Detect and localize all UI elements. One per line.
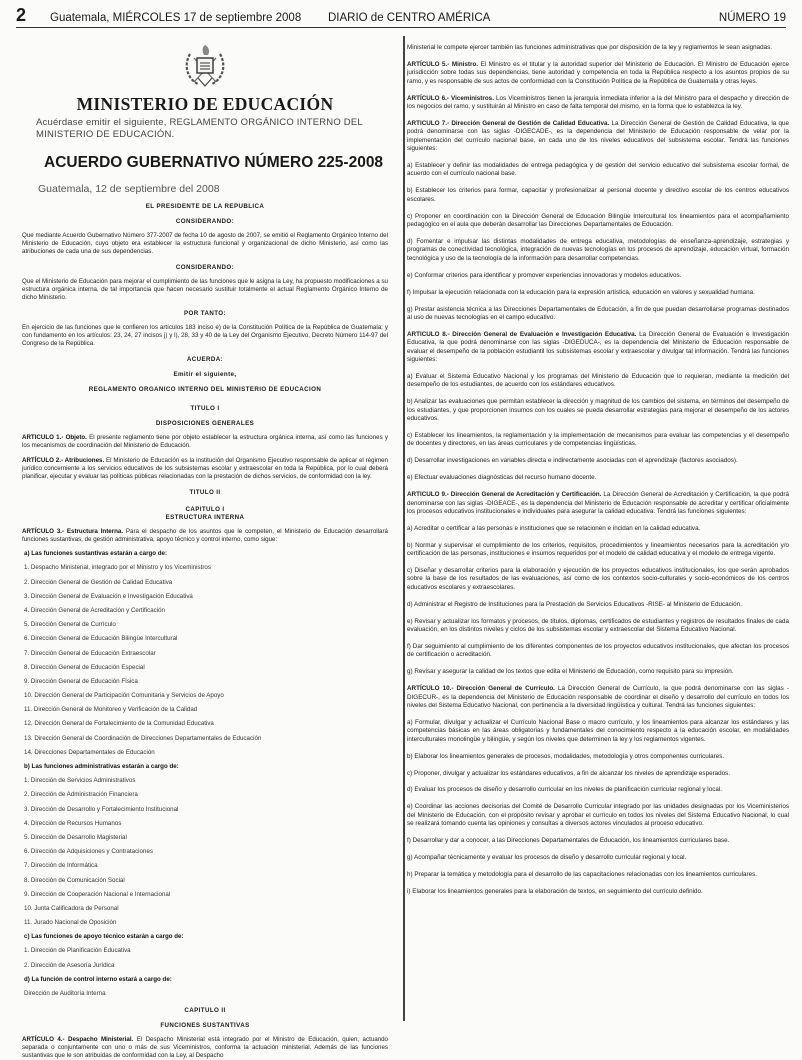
article-2 [22, 457, 388, 481]
article-1-head: ARTICULO 1.- Objeto. [22, 434, 87, 441]
apoyo-label: c) Las funciones de apoyo técnico estarán a cargo de: [24, 933, 184, 941]
list-item: 5. Dirección General de Currículo [24, 621, 116, 629]
list-item: 14. Direcciones Departamentales de Educación [24, 748, 155, 756]
article-3-body: Para el despacho de los asuntos que le competen, el Ministerio de Educación desarrollará funciones sustantivas, de gestión administrativa, apoyo técnico y control interno, como sigue: [22, 528, 388, 543]
page-number: 2 [16, 5, 27, 25]
list-item: 8. Dirección de Comunicación Social [24, 876, 125, 884]
control-label: d) La función de control interno estará a cargo de: [24, 975, 172, 983]
article-9 [407, 491, 789, 516]
list-item: 9. Dirección de Cooperación Nacional e Internacional [24, 890, 171, 898]
right-column [407, 34, 789, 896]
column-divider [403, 36, 405, 1021]
list-item: 6. Dirección de Adquisiciones y Contrataciones [24, 848, 153, 856]
list-item: c) Establecer los lineamientos, la reglamentación y la implementación de mecanismos para evaluar las competencias y el desempeño de docentes y directores, en las áreas curriculares y de competencias lingüísticas. [407, 432, 789, 448]
list-item: d) Fomentar e impulsar las distintas modalidades de entrega educativa, metodologías de enseñanza-aprendizaje, estrategias y programas de conectividad tecnológica, integración de nuevas tecnologías en los procesos de aprendizaje, educación virtual, formación tecnológica y uso de la tecnología de la información para desarrollar competencias. [407, 238, 789, 262]
list-item: d) Evaluar los procesos de diseño y desarrollo curricular en los niveles de planificación curricular regional y local. [407, 786, 722, 794]
list-item: 4. Dirección de Recursos Humanos [24, 819, 122, 827]
list-item: d) Desarrollar investigaciones en variables directa e indirectamente asociadas con el aprendizaje (factores asociados). [407, 457, 738, 465]
article-4 [22, 1036, 388, 1060]
article-3 [22, 528, 388, 544]
list-item: 3. Dirección de Desarrollo y Fortalecimiento Institucional [24, 805, 179, 813]
article-10 [407, 685, 789, 710]
publication-date: Guatemala, MIÉRCOLES 17 de septiembre 2008 [50, 12, 302, 24]
list-item: 13. Dirección General de Coordinación de Direcciones Departamentales de Educación [24, 734, 262, 742]
article-2-body: El Ministerio de Educación es la institución del Organismo Ejecutivo responsable de aplicar el régimen jurídico concerniente a los servicios educativos de los subsistemas escolar y extraescolar en toda la República, por lo cual deberá planificar, ejecutar y evaluar las políticas públicas relacionadas con la prestación de dichos servicios, de conformidad con la ley. [22, 457, 388, 480]
considerando-heading-1: CONSIDERANDO: [175, 218, 235, 225]
article-6-head: ARTÍCULO 6.- Viceministros. [407, 94, 494, 102]
list-item: 8. Dirección General de Educación Especial [24, 663, 145, 671]
emitir-text: Emitir el siguiente, [173, 371, 237, 378]
list-item: b) Elaborar los lineamientos generales de procesos, modalidades, metodología y otros componentes curriculares. [407, 752, 725, 760]
newspaper-name: DIARIO de CENTRO AMÉRICA [328, 12, 491, 24]
acuerdo-date: Guatemala, 12 de septiembre del 2008 [38, 183, 220, 195]
list-item: e) Coordinar las acciones decisorias del Comité de Desarrollo Curricular integrado por las unidades designadas por los Viceministerios del Ministerio de Educación, con el propósito revisar y aprobar el currículo en todos los niveles del Sistema Educativo Nacional, lo cual se realizará tomando cuenta las opiniones y consultas a diversos actores vinculados al proceso educativo. [407, 803, 789, 828]
article-4-body: El Despacho Ministerial está integrado por el Ministro de Educación, quien, actuando separada o conjuntamente con uno o más de sus Viceministros, conforma la actuación ministerial. Además de las funciones sustantivas que le son atribuidas de conformidad con la Ley, al Despacho [22, 1036, 388, 1059]
article-1-body: El presente reglamento tiene por objeto establecer la estructura orgánica interna, así como las funciones y los mecanismos de coordinación del Ministerio de Educación. [22, 434, 388, 449]
article-6-body: Los Viceministros tienen la jerarquía inmediata inferior a la del Ministro para el despacho y dirección de los negocios del ramo, y sustituirán al Ministro en caso de falta temporal del mismo, en la forma que lo establezca la ley. [407, 94, 790, 111]
list-item: 2. Dirección General de Gestión de Calidad Educativa [24, 578, 173, 586]
list-item: 2. Dirección de Administración Financiera [24, 791, 138, 799]
issue-number: NÚMERO 19 [718, 12, 786, 24]
article-8-body: La Dirección General de Evaluación e Investigación Educativa, la que podrá denominarse con las siglas -DIGEDUCA-, es la dependencia del Ministerio de Educación responsable de evaluar el desempeño de la población estudiantil los subsistemas escolar y extraescolar y divulgar tal información. Tendrá las funciones siguientes: [407, 330, 790, 364]
list-item: d) Administrar el Registro de Instituciones para la Prestación de Servicios Educativos -RISE- al Ministerio de Educación. [407, 600, 742, 608]
list-item: 3. Dirección General de Evaluación e Investigación Educativa [24, 592, 193, 600]
list-item: a) Establecer y definir las modalidades de entrega pedagógica y de gestión del servicio educativo del subsistema escolar formal, de acuerdo con el currículo nacional base. [407, 162, 789, 178]
titulo-1-heading: DISPOSICIONES GENERALES [155, 420, 255, 427]
list-item: e) Efectuar evaluaciones diagnósticas del recurso humano docente. [407, 474, 597, 482]
article-6 [407, 95, 789, 112]
list-item: 1. Dirección de Servicios Administrativos [24, 777, 136, 785]
coat-of-arms-icon [180, 40, 230, 90]
list-item: 12. Dirección General de Fortalecimiento de la Comunidad Educativa [24, 720, 214, 728]
list-item: f) Desarrollar y dar a conocer, a las Direcciones Departamentales de Educación, los lineamientos curriculares base. [407, 837, 730, 845]
list-item: h) Preparar la temática y metodología para el desarrollo de las capacitaciones relacionadas con los lineamientos curriculares. [407, 870, 758, 878]
sustantivas-label: a) Las funciones sustantivas estarán a cargo de: [24, 550, 168, 558]
list-item: 10. Dirección General de Participación Comunitaria y Servicios de Apoyo [24, 692, 224, 700]
considerando-heading-2: CONSIDERANDO: [175, 264, 235, 271]
list-item: a) Formular, divulgar y actualizar el Currículo Nacional Base o macro currículo, y los lineamientos para alcanzar los estándares y las competencias básicas en las áreas obligatorias y fundamentales del conocimiento respecto a la educación escolar, en modalidades interculturales monolingüe y bilingüe, y según los niveles que determinen la ley y los reglamentos vigentes. [407, 718, 789, 743]
list-item: 11. Jurado Nacional de Oposición [24, 919, 117, 927]
list-item: 5. Dirección de Desarrollo Magisterial [24, 833, 127, 841]
ministry-subtitle: Acuérdase emitir el siguiente, REGLAMENTO ORGÁNICO INTERNO DEL MINISTERIO DE EDUCACIÓN. [36, 117, 363, 140]
list-item: 9. Dirección General de Educación Física [24, 677, 138, 685]
list-item: c) Diseñar y desarrollar criterios para la elaboración y ejecución de los proyectos educativos institucionales, los que serán aprobados sobre la base de los resultados de las evaluaciones, así como de los contextos socio-culturales y socio-económicos de los centros educativos escolares y extraescolares. [407, 567, 789, 591]
list-item: 1. Despacho Ministerial, integrado por el Ministro y los Viceministros [24, 564, 211, 572]
capitulo-1-heading: ESTRUCTURA INTERNA [165, 514, 245, 521]
article-5 [407, 61, 789, 86]
titulo-2-label: TITULO II [189, 489, 221, 496]
list-item: f) Impulsar la ejecución relacionada con la educación para la expresión artística, educación en valores y sexualidad humana. [407, 288, 755, 296]
article-7 [407, 120, 789, 154]
list-item: g) Prestar asistencia técnica a las Direcciones Departamentales de Educación, a fin de que puedan desarrollarse programas destinados al uso de nuevas tecnologías en el campo educativo. [407, 305, 789, 321]
acuerdo-title: ACUERDO GUBERNATIVO NÚMERO 225-2008 [44, 154, 384, 171]
article-10-body: La Dirección General de Currículo, la que podrá denominarse con las siglas -DIGECUR-, es la dependencia del Ministerio de Educación responsable de coordinar el diseño y desarrollo del currículo en todos los niveles del Sistema Educativo Nacional, con pertinencia a la diversidad lingüística y cultural. Tendrá las funciones siguientes: [407, 685, 789, 710]
article-10-head: ARTÍCULO 10.- Dirección General de Currículo. [407, 685, 555, 693]
article-4-head: ARTÍCULO 4.- Despacho Ministerial. [22, 1036, 134, 1043]
article-4-continued: Ministerial le compete ejercer también las funciones administrativas que por disposición de la ley y reglamentos le sean asignadas. [407, 44, 773, 51]
list-item: e) Conformar criterios para identificar y promover experiencias innovadoras y modelos educativos. [407, 271, 682, 279]
list-item: g) Acompañar técnicamente y evaluar los procesos de diseño y desarrollo curricular regional y local. [407, 854, 687, 861]
administrativas-label: b) Las funciones administrativas estarán a cargo de: [24, 763, 179, 770]
acuerda-heading: ACUERDA: [186, 356, 224, 363]
article-9-head: ARTICULO 9.- Dirección General de Acreditación y Certificación. [407, 491, 602, 499]
list-item: a) Acreditar o certificar a las personas e instituciones que se relacionen e incidan en la calidad educativa. [407, 524, 701, 532]
article-7-head: ARTICULO 7.- Dirección General de Gestión de Calidad Educativa. [407, 119, 610, 127]
list-item: b) Establecer los criterios para formar, capacitar y profesionalizar al personal docente y directivo escolar de los centros educativos escolares. [407, 187, 789, 203]
capitulo-1-label: CAPITULO I [185, 506, 225, 513]
article-9-body: La Dirección General de Acreditación y Certificación, la que podrá denominarse con las siglas -DIGEACE-, es la dependencia del Ministerio de Educación responsable de acreditar y certificar oficialmente los procesos educativos institucionales e individuales para asegurar la calidad educativa. Tendrá las funciones siguientes: [407, 491, 790, 515]
list-item: 7. Dirección de Informática [24, 862, 98, 870]
masthead [16, 6, 786, 28]
list-item: 4. Dirección General de Acreditación y Certificación [24, 606, 166, 614]
considerando-1: Que mediante Acuerdo Gubernativo Número 377-2007 de fecha 10 de agosto de 2007, se emitió el Reglamento Orgánico Interno del Ministerio de Educación, cuyo objeto era establecer la estructura funcional y organizacional de dicho Ministerio, así como las atribuciones de cada una de sus dependencias. [22, 232, 388, 255]
list-item: b) Normar y supervisar el cumplimiento de los criterios, requisitos, procedimientos y lineamientos necesarios para la acreditación y/o certificación de las personas, instituciones e insumos requeridos por el modelo de calidad educativa y el modelo de entrega vigente. [407, 541, 789, 558]
list-item: 1. Dirección de Planificación Educativa [24, 947, 131, 955]
considerando-2: Que el Ministerio de Educación para mejorar el cumplimiento de las funciones que le asigna la Ley, ha propuesto modificaciones a su estructura orgánica interna, de tal importancia que hacen necesario sustituir totalmente el actual Reglamento Orgánico Interno de dicho Ministerio. [22, 278, 388, 301]
list-item: i) Elaborar los lineamientos generales para la elaboración de textos, en seguimiento del currículo definido. [407, 887, 703, 895]
list-item: c) Proponer, divulgar y actualizar los estándares educativos, a fin de alcanzar los niveles de aprendizaje esperados. [407, 769, 731, 777]
list-item: 7. Dirección General de Educación Extraescolar [24, 649, 156, 657]
sustantivas-list [22, 564, 388, 756]
list-item: 6. Dirección General de Educación Bilingüe Intercultural [24, 635, 178, 643]
list-item: e) Revisar y actualizar los formatos y procesos, de títulos, diplomas, certificados de estudiantes y registros de resultados finales de cada evaluación, en los distintos niveles y ciclos de los subsistemas escolar y extraescolar del Sistema Educativo Nacional. [407, 617, 789, 634]
list-item: a) Evaluar el Sistema Educativo Nacional y los programas del Ministerio de Educación que lo requieran, mediante la medición del desempeño de los estudiantes, de acuerdo con los estándares educativos. [407, 372, 789, 389]
article-3-head: ARTÍCULO 3.- Estructura Interna. [22, 528, 124, 535]
article-2-head: ARTÍCULO 2.- Atribuciones. [22, 457, 105, 464]
capitulo-2-heading: FUNCIONES SUSTANTIVAS [160, 1022, 250, 1029]
article-5-body: El Ministro es el titular y la autoridad superior del Ministerio de Educación. El Ministro de Educación ejerce jurisdicción sobre todas sus dependencias, tiene autoridad y competencia en toda la República respecto a los asuntos propios de su ramo, y es responsable de sus actos de conformidad con la Constitución Política de la República de Guatemala y otras leyes. [407, 60, 789, 85]
article-5-head: ARTÍCULO 5.- Ministro. [407, 60, 479, 68]
list-item: 10. Junta Calificadora de Personal [24, 904, 119, 912]
list-item: Dirección de Auditoría Interna [24, 990, 106, 997]
por-tanto-text: En ejercicio de las funciones que le confieren los artículos 183 inciso e) de la Constitución Política de la República de Guatemala; y con fundamento en los artículos: 23, 24, 27 incisos j) y l), 28, 33 y 40 de la Ley del Organismo Ejecutivo, Decreto Número 114-97 del Congreso de la República. [22, 324, 388, 347]
list-item: 2. Dirección de Asesoría Jurídica [24, 961, 115, 969]
list-item: f) Dar seguimiento al cumplimiento de los diferentes componentes de los proyectos educativos institucionales, que afectan los procesos de certificación o acreditación. [407, 643, 789, 659]
list-item: 11. Dirección General de Monitoreo y Verificación de la Calidad [24, 706, 198, 714]
article-1 [22, 434, 388, 450]
left-column [22, 34, 388, 1060]
titulo-1-label: TITULO I [190, 405, 220, 412]
por-tanto-heading: POR TANTO: [184, 310, 226, 317]
list-item: b) Analizar las evaluaciones que permitan establecer la dirección y magnitud de los cambios del sistema, en términos del desempeño de los estudiantes, y que proporcionen insumos con los cuales se pueda desarrollar estrategias para mejorar el desempeño de los actores educativos. [407, 398, 789, 423]
capitulo-2-label: CAPITULO II [184, 1007, 226, 1014]
president-heading: EL PRESIDENTE DE LA REPUBLICA [145, 203, 265, 210]
reglamento-title: REGLAMENTO ORGANICO INTERNO DEL MINISTERIO DE EDUCACION [88, 386, 322, 393]
administrativas-list [22, 777, 388, 927]
ministry-title: MINISTERIO DE EDUCACIÓN [76, 94, 334, 114]
article-8 [407, 331, 789, 365]
list-item: g) Revisar y asegurar la calidad de los textos que edita el Ministerio de Educación, como requisito para su impresión. [407, 668, 734, 676]
list-item: c) Proponer en coordinación con la Dirección General de Educación Bilingüe Intercultural los lineamientos para el acompañamiento pedagógico en el aula que deberán desarrollar las Direcciones Departamentales de Educación. [407, 212, 789, 229]
article-7-body: La Dirección General de Gestión de Calidad Educativa, la que podrá denominarse con las siglas -DIGECADE-, es la dependencia del Ministerio de Educación responsable de velar por la implementación del currículo nacional base, en cada uno de los niveles educativos del subsistema escolar. Tendrá las funciones siguientes: [407, 119, 790, 153]
article-8-head: ARTICULO 8.- Dirección General de Evaluación e Investigación Educativa. [407, 330, 637, 338]
